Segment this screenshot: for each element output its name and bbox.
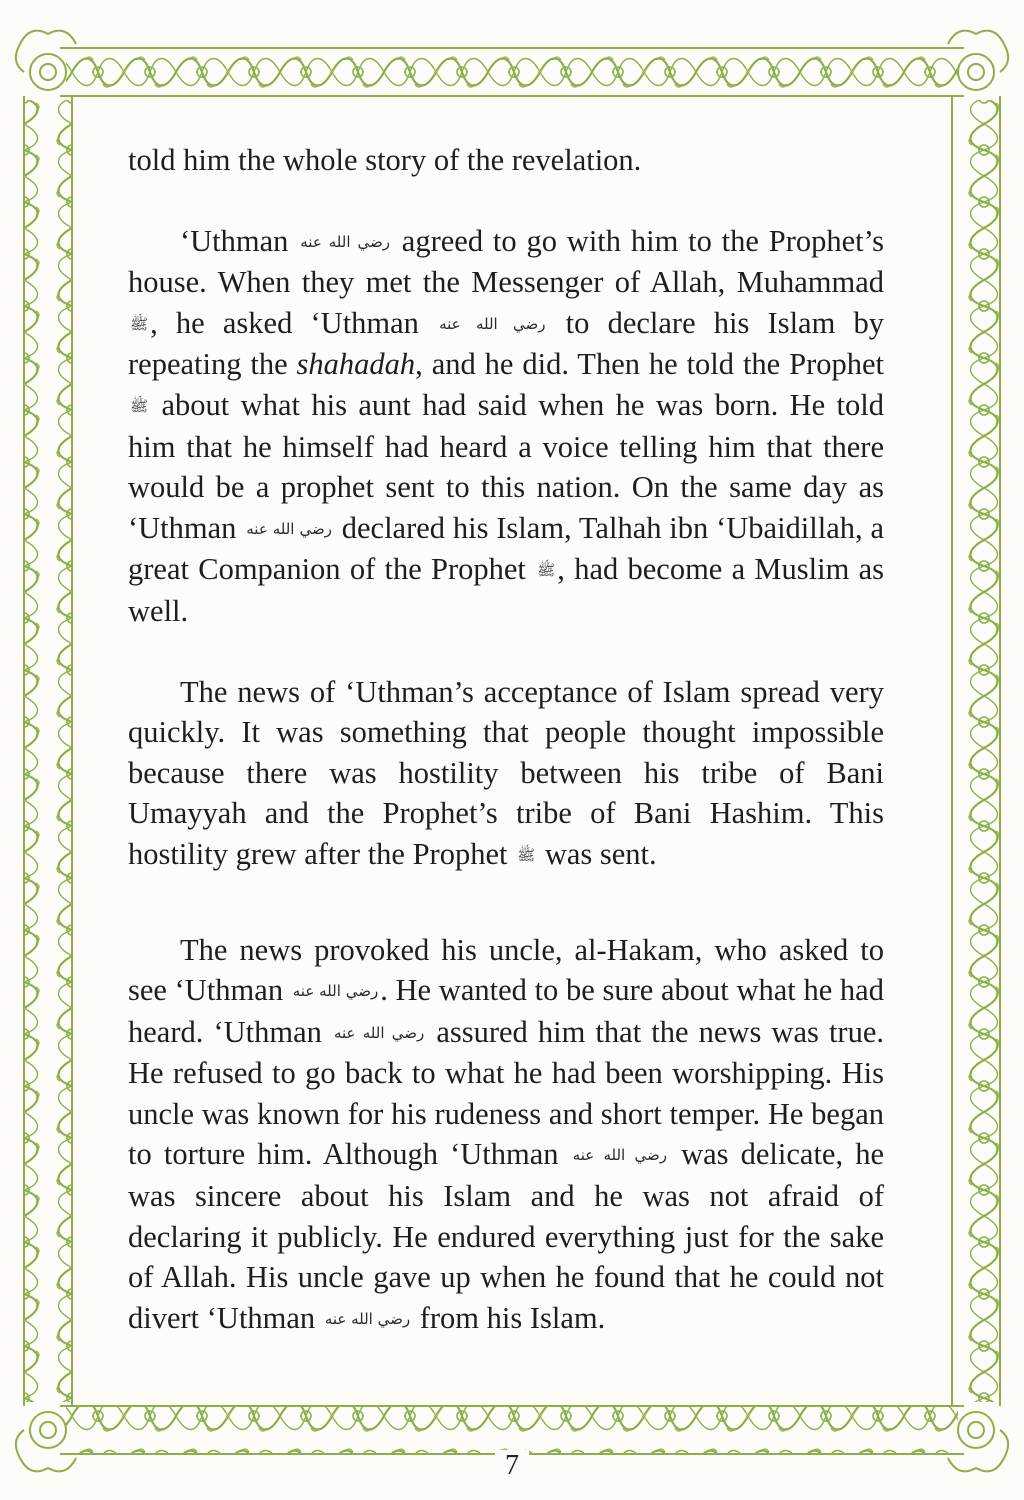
page-number-text: 7 <box>495 1450 529 1481</box>
honorific-glyph: ﷺ <box>517 845 536 864</box>
paragraph <box>128 140 884 181</box>
border-bottom <box>60 1406 964 1454</box>
honorific-glyph: رضي الله عنه <box>246 519 332 538</box>
honorific-glyph: رضي الله عنه <box>324 1309 411 1328</box>
border-top <box>60 48 964 96</box>
text-run: , had become a Muslim as well. <box>128 552 884 628</box>
text-run: , and he did. Then he told the Prophet <box>415 347 884 382</box>
text-run: from his Islam. <box>412 1300 606 1335</box>
honorific-glyph: رضي الله عنه <box>439 314 546 333</box>
text-run: The news provoked his uncle, al-Hakam, who asked to see ‘Uthman <box>128 932 884 1008</box>
paragraph <box>128 672 884 876</box>
text-run: agreed to go with him to the Prophet’s house. When they met the Messenger of Allah, Muhammad <box>128 223 885 300</box>
text-run: declared his Islam, Talhah ibn ‘Ubaidillah, a great Companion of the Prophet <box>128 510 884 587</box>
honorific-glyph: ﷺ <box>537 561 556 580</box>
text-run: told him the whole story of the revelation. <box>128 143 642 177</box>
page-number <box>0 1450 1024 1482</box>
honorific-glyph: رضي الله عنه <box>572 1146 667 1165</box>
text-run: . He wanted to be sure about what he had heard. ‘Uthman <box>128 973 884 1049</box>
text-run: , he asked ‘Uthman <box>150 305 438 340</box>
honorific-glyph: ﷺ <box>130 314 149 333</box>
text-run: was sent. <box>537 836 657 871</box>
text-run: about what his aunt had said when he was born. He told him that he himself had heard a voice telling him that there would be a prophet sent to this nation. On the same day as ‘Uthman <box>128 387 884 545</box>
text-run: ‘Uthman <box>180 223 299 258</box>
honorific-glyph: رضي الله عنه <box>333 1023 425 1042</box>
text-run: to declare his Islam by repeating the <box>128 305 884 382</box>
honorific-glyph: رضي الله عنه <box>292 982 379 1001</box>
paragraph <box>128 930 884 1340</box>
honorific-glyph: ﷺ <box>130 396 149 415</box>
border-right <box>952 96 1000 1406</box>
paragraph <box>128 221 884 632</box>
border-left <box>24 96 72 1406</box>
text-run: was delicate, he was sincere about his Islam and he was not afraid of declaring it publicly. He endured everything just for the sake of Allah. His uncle gave up when he found that he could not divert ‘Uthman <box>128 1137 884 1335</box>
text-run: assured him that the news was true. He refused to go back to what he had been worshipping. His uncle was known for his rudeness and short temper. He began to torture him. Although ‘Uthman <box>128 1014 884 1172</box>
honorific-glyph: رضي الله عنه <box>300 232 390 251</box>
body-text <box>128 140 884 1339</box>
text-run: The news of ‘Uthman’s acceptance of Islam spread very quickly. It was something that people thought impossible because there was hostility between his tribe of Bani Umayyah and the Prophet’s tribe of Bani Hashim. This hostility grew after the Prophet <box>128 674 884 871</box>
italic-term: shahadah <box>296 347 416 382</box>
